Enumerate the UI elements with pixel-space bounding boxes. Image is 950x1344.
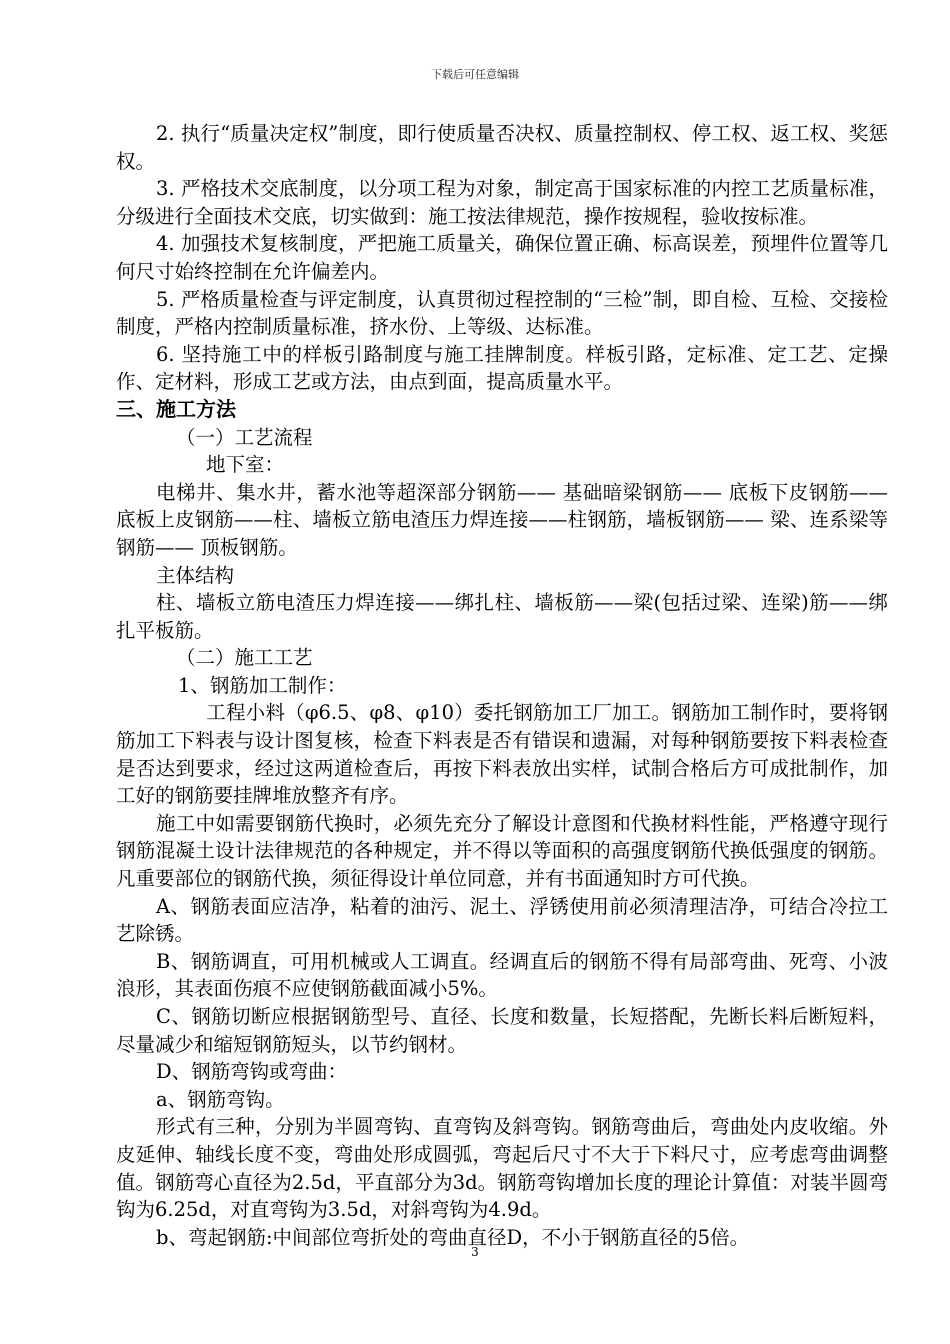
item-a: A、钢筋表面应洁净，粘着的油污、泥土、浮锈使用前必须清理洁净，可结合冷拉工艺除锈。 [116,894,888,946]
document-body [116,120,888,1251]
main-structure-flow: 柱、墙板立筋电渣压力焊连接——绑扎柱、墙板筋——梁(包括过梁、连梁)筋——绑扎平板筋。 [116,591,888,642]
list-item: 4. 加强技术复核制度，严把施工质量关，确保位置正确、标高误差，预埋件位置等几何尺寸始终控制在允许偏差内。 [116,232,888,283]
basement-flow: 电梯井、集水井，蓄水池等超深部分钢筋—— 基础暗梁钢筋—— 底板下皮钢筋—— 底板上皮钢筋——柱、墙板立筋电渣压力焊连接——柱钢筋，墙板钢筋—— 梁、连系梁等钢筋—— 顶板钢筋。 [116,480,888,559]
basement-label: 地下室： [206,453,285,477]
item-c: C、钢筋切断应根据钢筋型号、直径、长度和数量，长短搭配，先断长料后断短料，尽量减少和缩短钢筋短头，以节约钢材。 [116,1005,888,1056]
list-item: 5. 严格质量检查与评定制度，认真贯彻过程控制的“三检”制，即自检、互检、交接检制度，严格内控制质量标准，挤水份、上等级、达标准。 [116,287,888,339]
sub-item-a-title: a、钢筋弯钩。 [156,1087,285,1111]
sub-item-b: b、弯起钢筋:中间部位弯折处的弯曲直径D，不小于钢筋直径的5倍。 [156,1225,750,1249]
main-structure-label: 主体结构 [156,563,235,587]
rebar-paragraph: 施工中如需要钢筋代换时，必须先充分了解设计意图和代换材料性能，严格遵守现行钢筋混凝土设计法律规范的各种规定，并不得以等面积的高强度钢筋代换低强度的钢筋。凡重要部位的钢筋代换，须征得设计单位同意，并有书面通知时方可代换。 [116,811,888,891]
list-item: 3. 严格技术交底制度，以分项工程为对象，制定高于国家标准的内控工艺质量标准，分级进行全面技术交底，切实做到：施工按法律规范，操作按规程，验收按标准。 [116,177,888,228]
list-item: 6. 坚持施工中的样板引路制度与施工挂牌制度。样板引路，定标准、定工艺、定操作、定材料，形成工艺或方法，由点到面，提高质量水平。 [116,342,888,394]
sub-item-a-text: 形式有三种，分别为半圆弯钩、直弯钩及斜弯钩。钢筋弯曲后，弯曲处内皮收缩。外皮延伸、轴线长度不变，弯曲处形成圆弧，弯起后尺寸不大于下料尺寸，应考虑弯曲调整值。钢筋弯心直径为2.5d，平直部分为3d。钢筋弯钩增加长度的理论计算值：对装半圆弯钩为6.25d，对直弯钩为3.5d，对斜弯钩为4.9d。 [116,1115,888,1222]
subsection-title: （一）工艺流程 [176,425,313,449]
page-header: 下载后可任意编辑 [431,68,519,81]
item-d: D、钢筋弯钩或弯曲： [156,1060,348,1084]
subsection-title: （二）施工工艺 [176,646,313,670]
list-item: 2. 执行“质量决定权”制度，即行使质量否决权、质量控制权、停工权、返工权、奖惩权。 [116,122,888,173]
section-heading: 三、施工方法 [116,396,236,421]
rebar-title: 1、钢筋加工制作： [178,673,347,697]
page-number: 3 [471,1245,479,1259]
item-b: B、钢筋调直，可用机械或人工调直。经调直后的钢筋不得有局部弯曲、死弯、小波浪形，其表面伤痕不应使钢筋截面减小5%。 [116,949,888,1001]
rebar-paragraph: 工程小料（φ6.5、φ8、φ10）委托钢筋加工厂加工。钢筋加工制作时，要将钢筋加工下料表与设计图复核，检查下料表是否有错误和遗漏，对每种钢筋要按下料表检查是否达到要求，经过这两道检查后，再按下料表放出实样，试制合格后方可成批制作，加工好的钢筋要挂牌堆放整齐有序。 [116,701,888,808]
